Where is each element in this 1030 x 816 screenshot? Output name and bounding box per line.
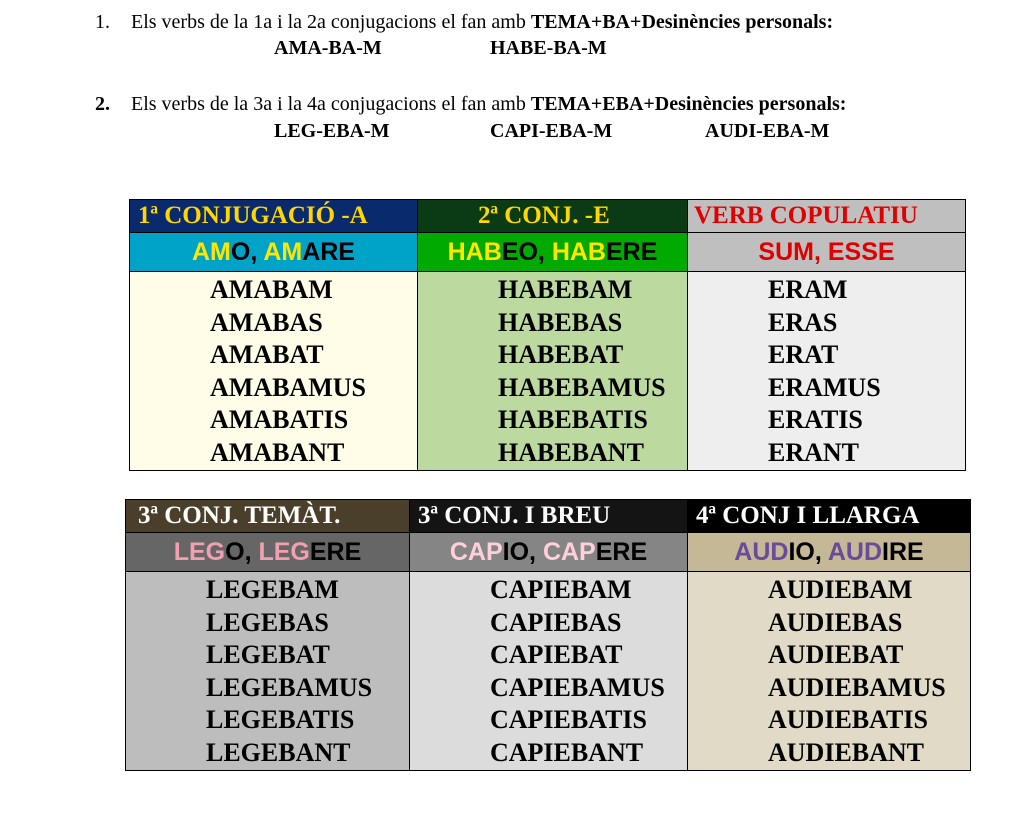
rule-1 <box>95 11 833 33</box>
form-1st-sg: ERAM <box>768 275 848 304</box>
ending: ERE <box>595 538 648 566</box>
stem: AM <box>192 238 231 266</box>
form-2nd-sg: AUDIEBAS <box>768 607 903 637</box>
rule-1-formula: TEMA+BA+Desinències personals: <box>530 11 834 33</box>
form-3rd-pl: CAPIEBANT <box>490 737 644 767</box>
header-4a-conj-i-llarga: 4ª CONJ I LLARGA <box>688 500 971 533</box>
form-3rd-sg: AMABAT <box>210 340 324 370</box>
principal-parts-amo-amare <box>130 233 418 272</box>
form-2nd-sg: HABEBAS <box>498 307 623 337</box>
form-3rd-pl: ERANT <box>768 437 860 467</box>
ending: IO <box>788 538 815 566</box>
example-capi-eba-m: CAPI-EBA-M <box>490 120 613 142</box>
form-2nd-pl: LEGEBATIS <box>206 705 355 735</box>
form-1st-sg: AMABAM <box>210 275 333 304</box>
stem: AUD <box>734 538 789 566</box>
form-1st-pl: AUDIEBAMUS <box>768 672 946 702</box>
form-3rd-pl: AMABANT <box>210 437 345 467</box>
stem: HAB <box>551 238 606 266</box>
principal-parts-lego-legere <box>126 533 410 572</box>
separator: , <box>814 538 828 566</box>
stem: SUM <box>758 238 814 266</box>
principal-parts-capio-capere <box>410 533 688 572</box>
example-habe-ba-m: HABE-BA-M <box>490 37 607 59</box>
stem: ESSE <box>827 238 895 266</box>
rule-1-number: 1. <box>95 11 110 33</box>
example-ama-ba-m: AMA-BA-M <box>274 37 382 59</box>
form-3rd-sg: HABEBAT <box>498 340 624 370</box>
form-3rd-sg: CAPIEBAT <box>490 640 623 670</box>
header-1a-conjugacio: 1ª CONJUGACIÓ -A <box>130 200 418 233</box>
forms-habere <box>418 272 688 471</box>
stem: AUD <box>827 538 883 566</box>
stem: CAP <box>449 538 503 566</box>
form-1st-pl: ERAMUS <box>768 372 881 402</box>
stem: HAB <box>447 238 502 266</box>
form-2nd-pl: HABEBATIS <box>498 405 648 435</box>
example-leg-eba-m: LEG-EBA-M <box>274 120 390 142</box>
rule-2-formula: TEMA+EBA+Desinències personals: <box>530 93 847 115</box>
ending: IO <box>502 538 530 566</box>
ending: ERE <box>309 538 362 566</box>
form-2nd-pl: AMABATIS <box>210 405 349 435</box>
example-audi-eba-m: AUDI-EBA-M <box>705 120 830 142</box>
header-verb-copulatiu: VERB COPULATIU <box>688 200 966 233</box>
form-2nd-sg: ERAS <box>768 307 838 337</box>
stem: LEG <box>258 538 310 566</box>
form-2nd-pl: AUDIEBATIS <box>768 705 928 735</box>
stem: LEG <box>173 538 226 566</box>
form-3rd-pl: LEGEBANT <box>206 737 351 767</box>
rule-2-number: 2. <box>95 93 110 115</box>
principal-parts-audio-audire <box>688 533 971 572</box>
separator: , <box>244 538 259 566</box>
ending: ARE <box>302 238 355 266</box>
form-1st-sg: CAPIEBAM <box>490 575 632 604</box>
principal-parts-sum-esse <box>688 233 966 272</box>
form-1st-pl: LEGEBAMUS <box>206 672 373 702</box>
forms-legere <box>126 572 410 771</box>
form-1st-pl: CAPIEBAMUS <box>490 672 665 702</box>
form-2nd-sg: LEGEBAS <box>206 607 329 637</box>
conjugation-table-2 <box>125 499 971 771</box>
principal-parts-habeo-habere <box>418 233 688 272</box>
forms-audire <box>688 572 971 771</box>
form-1st-sg: AUDIEBAM <box>768 575 913 604</box>
ending: EO <box>501 238 538 266</box>
form-3rd-pl: HABEBANT <box>498 437 644 467</box>
rule-2 <box>95 93 846 115</box>
form-1st-pl: AMABAMUS <box>210 372 366 402</box>
header-2a-conj: 2ª CONJ. -E <box>418 200 688 233</box>
stem: AM <box>263 238 303 266</box>
forms-capere <box>410 572 688 771</box>
rule-2-text: Els verbs de la 3a i la 4a conjugacions el fan amb <box>131 93 531 115</box>
header-3a-conj-i-breu: 3ª CONJ. I BREU <box>410 500 688 533</box>
ending: IRE <box>882 538 924 566</box>
separator: , <box>529 538 543 566</box>
separator: , <box>250 238 264 266</box>
forms-amare <box>130 272 418 471</box>
form-2nd-sg: CAPIEBAS <box>490 607 622 637</box>
rule-1-text: Els verbs de la 1a i la 2a conjugacions el fan amb <box>131 11 531 33</box>
form-3rd-sg: LEGEBAT <box>206 640 330 670</box>
form-3rd-sg: ERAT <box>768 340 839 370</box>
header-3a-conj-tematica: 3ª CONJ. TEMÀT. <box>126 500 410 533</box>
form-2nd-sg: AMABAS <box>210 307 323 337</box>
form-1st-pl: HABEBAMUS <box>498 372 666 402</box>
form-2nd-pl: ERATIS <box>768 405 863 435</box>
conjugation-table-1 <box>129 199 966 471</box>
ending: ERE <box>605 238 658 266</box>
form-1st-sg: LEGEBAM <box>206 575 339 604</box>
form-3rd-pl: AUDIEBANT <box>768 737 925 767</box>
forms-esse <box>688 272 966 471</box>
ending: O <box>230 238 251 266</box>
form-1st-sg: HABEBAM <box>498 275 633 304</box>
ending: O <box>225 538 245 566</box>
form-3rd-sg: AUDIEBAT <box>768 640 904 670</box>
stem: CAP <box>542 538 596 566</box>
form-2nd-pl: CAPIEBATIS <box>490 705 648 735</box>
separator: , <box>537 238 552 266</box>
separator: , <box>813 238 828 266</box>
